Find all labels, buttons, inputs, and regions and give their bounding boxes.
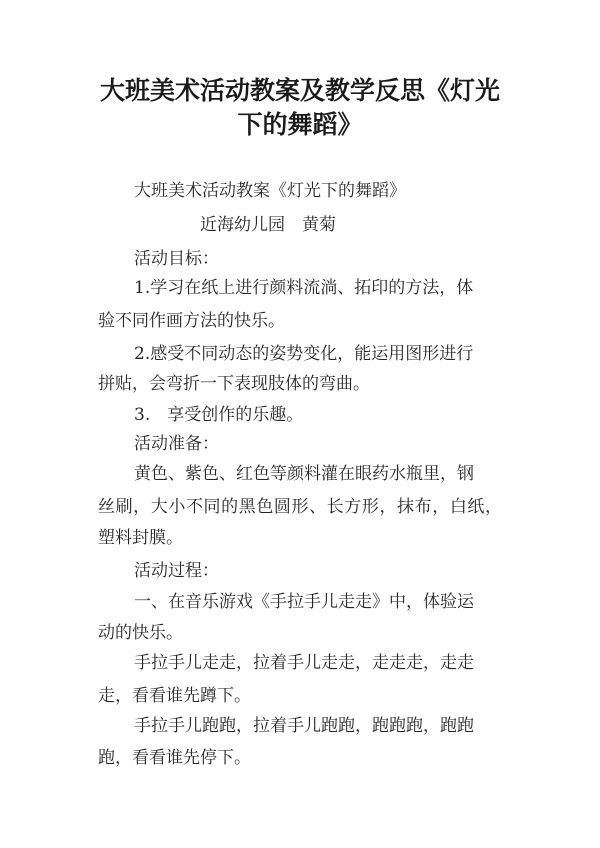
paragraph-line: 手拉手儿走走，拉着手儿走走，走走走，走走: [134, 653, 474, 673]
paragraph-line: 丝刷，大小不同的黑色圆形、长方形，抹布，白纸，: [98, 497, 502, 517]
paragraph-line: 1.学习在纸上进行颜料流淌、拓印的方法，体: [134, 278, 474, 298]
paragraph-line: 跑，看看谁先停下。: [98, 748, 251, 768]
paragraph-line: 走，看看谁先蹲下。: [98, 686, 251, 706]
paragraph-line: 塑料封膜。: [98, 528, 183, 548]
paragraph-line: 手拉手儿跑跑，拉着手儿跑跑，跑跑跑，跑跑: [134, 716, 474, 736]
paragraph-line: 黄色、紫色、红色等颜料灌在眼药水瓶里，钢: [134, 464, 474, 484]
document-title-line-2: 下的舞蹈》: [237, 110, 363, 139]
document-title-line-1: 大班美术活动教案及教学反思《灯光: [99, 76, 500, 105]
section-heading-process: 活动过程：: [134, 561, 219, 581]
section-heading-preparation: 活动准备：: [134, 434, 219, 454]
paragraph-line: 拼贴，会弯折一下表现肢体的弯曲。: [98, 374, 370, 394]
author-line: 近海幼儿园 黄菊: [200, 215, 336, 235]
section-heading-goals: 活动目标：: [134, 249, 219, 269]
subtitle: 大班美术活动教案《灯光下的舞蹈》: [134, 181, 406, 201]
paragraph-line: 动的快乐。: [98, 623, 183, 643]
paragraph-line: 验不同作画方法的快乐。: [98, 311, 285, 331]
paragraph-line: 一、在音乐游戏《手拉手儿走走》中，体验运: [134, 592, 474, 612]
paragraph-line: 2.感受不同动态的姿势变化，能运用图形进行: [134, 344, 474, 364]
paragraph-line: 3. 享受创作的乐趣。: [134, 405, 304, 425]
